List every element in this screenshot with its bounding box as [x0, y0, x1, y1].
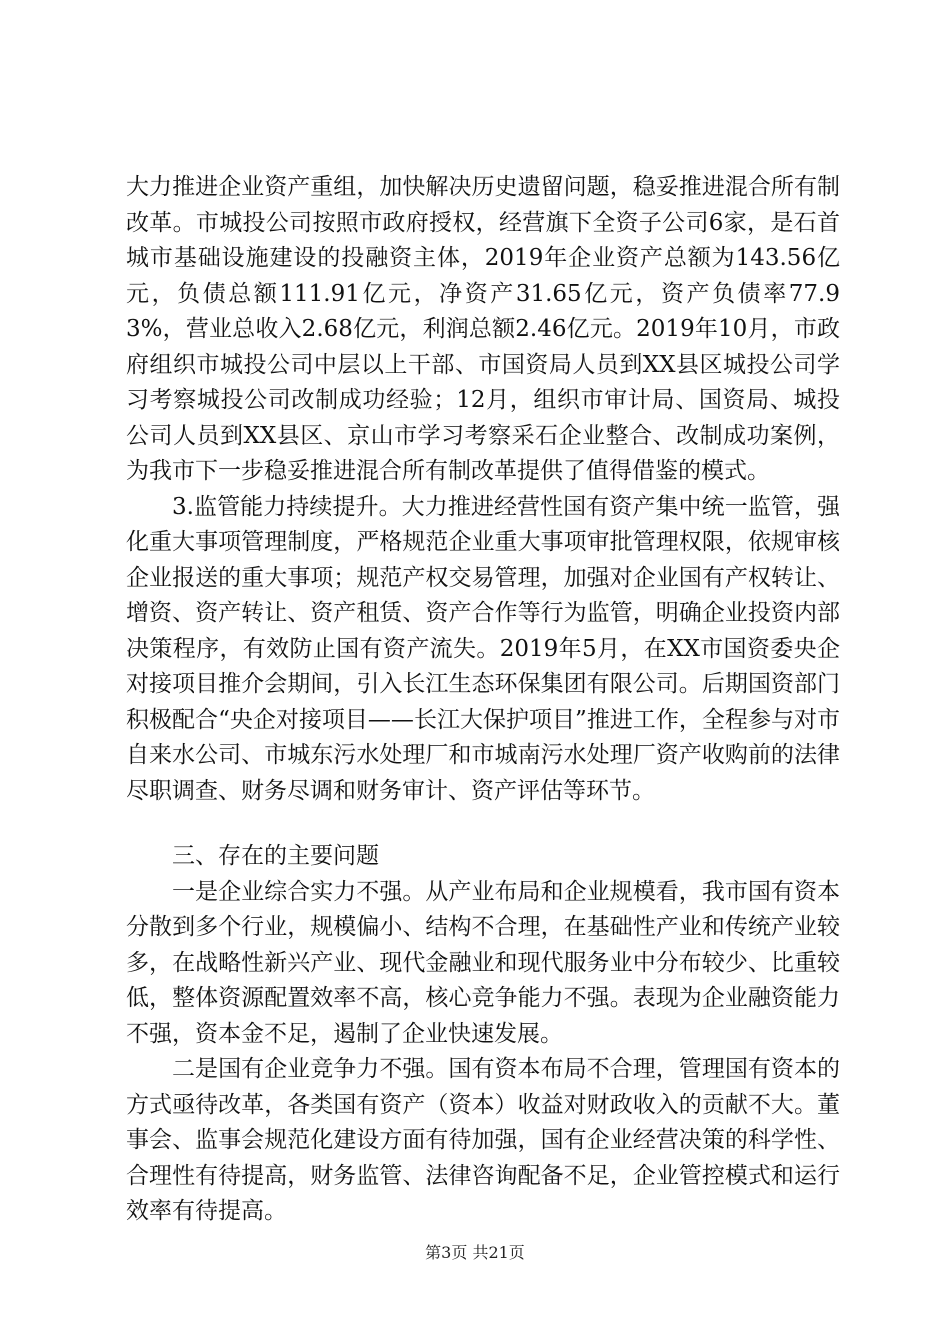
document-body	[126, 170, 840, 1230]
page-footer: 第3页 共21页	[425, 1243, 525, 1262]
paragraph-supervision: 3.监管能力持续提升。大力推进经营性国有资产集中统一监管，强化重大事项管理制度，严格规范企业重大事项审批管理权限，依规审核企业报送的重大事项；规范产权交易管理，加强对企业国有产权转让、增资、资产转让、资产租赁、资产合作等行为监管，明确企业投资内部决策程序，有效防止国有资产流失。2019年5月，在XX市国资委央企对接项目推介会期间，引入长江生态环保集团有限公司。后期国资部门积极配合“央企对接项目——长江大保护项目”推进工作，全程参与对市自来水公司、市城东污水处理厂和市城南污水处理厂资产收购前的法律尽职调查、财务尽调和财务审计、资产评估等环节。	[126, 493, 840, 804]
section-heading-problems: 三、存在的主要问题	[172, 843, 379, 869]
paragraph-reform: 大力推进企业资产重组，加快解决历史遗留问题，稳妥推进混合所有制改革。市城投公司按照市政府授权，经营旗下全资子公司6家，是石首城市基础设施建设的投融资主体，2019年企业资产总额为143.56亿元，负债总额111.91亿元，净资产31.65亿元，资产负债率77.93%，营业总收入2.68亿元，利润总额2.46亿元。2019年10月，市政府组织市城投公司中层以上干部、市国资局人员到XX县区城投公司学习考察城投公司改制成功经验；12月，组织市审计局、国资局、城投公司人员到XX县区、京山市学习考察采石企业整合、改制成功案例，为我市下一步稳妥推进混合所有制改革提供了值得借鉴的模式。	[126, 174, 840, 484]
paragraph-problem-1: 一是企业综合实力不强。从产业布局和企业规模看，我市国有资本分散到多个行业，规模偏小、结构不合理，在基础性产业和传统产业较多，在战略性新兴产业、现代金融业和现代服务业中分布较少、比重较低，整体资源配置效率不高，核心竞争能力不强。表现为企业融资能力不强，资本金不足，遏制了企业快速发展。	[126, 878, 840, 1047]
paragraph-problem-2: 二是国有企业竞争力不强。国有资本布局不合理，管理国有资本的方式亟待改革，各类国有资产（资本）收益对财政收入的贡献不大。董事会、监事会规范化建设方面有待加强，国有企业经营决策的科学性、合理性有待提高，财务监管、法律咨询配备不足，企业管控模式和运行效率有待提高。	[126, 1056, 840, 1224]
